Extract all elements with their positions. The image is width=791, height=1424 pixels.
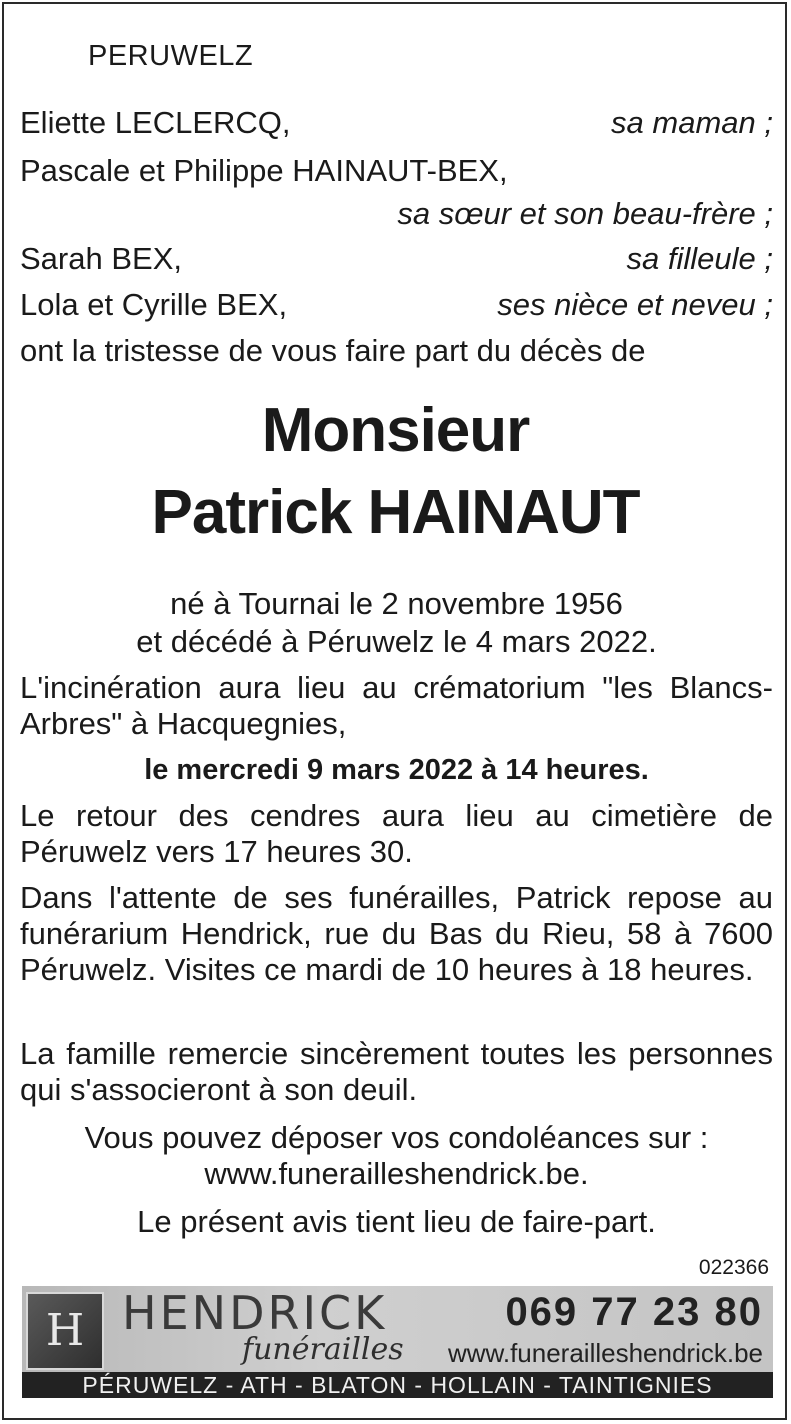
reference-number: 022366	[698, 1256, 769, 1279]
hendrick-logo: H	[26, 1292, 104, 1370]
deceased-name: Patrick HAINAUT	[151, 478, 640, 547]
phone-number[interactable]: 069 77 23 80	[505, 1290, 763, 1334]
deceased-title: Monsieur	[261, 396, 530, 465]
funeral-home-ad	[22, 1286, 773, 1398]
towns-bar: PÉRUWELZ - ATH - BLATON - HOLLAIN - TAINTIGNIES	[22, 1372, 773, 1398]
condolences-line: Vous pouvez déposer vos condoléances sur :	[84, 1120, 709, 1155]
family-row	[20, 286, 773, 324]
announce-text: ont la tristesse de vous faire part du décès de	[20, 333, 646, 368]
death-line: et décédé à Péruwelz le 4 mars 2022.	[136, 624, 657, 659]
family-relation: sa sœur et son beau-frère ;	[397, 196, 773, 231]
brand-subtitle: funérailles	[242, 1332, 404, 1367]
family-row	[20, 152, 773, 190]
visit-text: Dans l'attente de ses funérailles, Patrick repose au funérarium Hendrick, rue du Bas du Rieu, 58 à 7600 Péruwelz. Visites ce mardi de 10 heures à 18 heures.	[20, 880, 773, 987]
family-row	[20, 240, 773, 278]
thanks-text: La famille remercie sincèrement toutes les personnes qui s'associeront à son deuil.	[20, 1036, 773, 1107]
ceremony-date: le mercredi 9 mars 2022 à 14 heures.	[144, 754, 649, 786]
brand-name: HENDRICK	[122, 1286, 388, 1340]
website-link[interactable]: www.funerailleshendrick.be	[447, 1338, 763, 1368]
ashes-text: Le retour des cendres aura lieu au cimetière de Péruwelz vers 17 heures 30.	[20, 798, 773, 869]
family-row	[20, 104, 773, 142]
condolences-website[interactable]: www.funerailleshendrick.be.	[204, 1156, 589, 1191]
notice-text: Le présent avis tient lieu de faire-part.	[137, 1204, 656, 1239]
family-name: Eliette LECLERCQ,	[20, 105, 291, 140]
family-name: Pascale et Philippe HAINAUT-BEX,	[20, 153, 508, 188]
city-heading: PERUWELZ	[88, 40, 254, 72]
family-name: Lola et Cyrille BEX,	[20, 287, 288, 322]
birth-line: né à Tournai le 2 novembre 1956	[170, 586, 623, 621]
family-relation: ses nièce et neveu ;	[497, 287, 773, 322]
family-relation: sa maman ;	[611, 105, 773, 140]
family-name: Sarah BEX,	[20, 241, 182, 276]
cremation-text: L'incinération aura lieu au crématorium "les Blancs-Arbres" à Hacquegnies,	[20, 670, 773, 741]
family-relation: sa filleule ;	[626, 241, 773, 276]
